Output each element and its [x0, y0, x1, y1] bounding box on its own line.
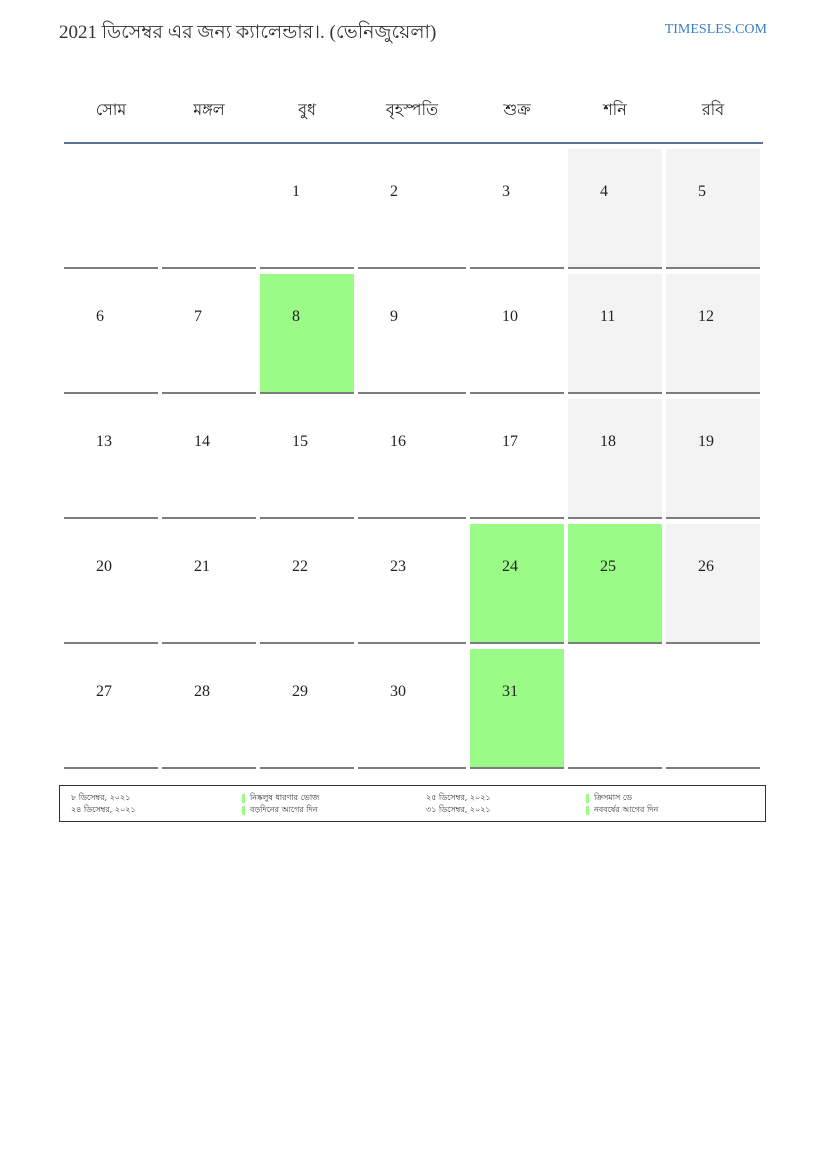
day-cell [358, 274, 466, 394]
day-number: 20 [96, 558, 112, 575]
day-number: 4 [600, 183, 608, 200]
legend-holiday-name: বড়দিনের আগের দিন [250, 805, 318, 814]
weekday-fri: শুক্র [503, 99, 531, 119]
holiday-color-marker [242, 806, 245, 815]
day-number: 7 [194, 308, 202, 325]
day-cell [260, 649, 354, 769]
day-cell-weekend [568, 149, 662, 269]
day-cell [358, 649, 466, 769]
day-number: 23 [390, 558, 406, 575]
day-number: 14 [194, 433, 210, 450]
legend-holiday-name: নববর্ষের আগের দিন [594, 805, 659, 814]
day-number: 1 [292, 183, 300, 200]
holiday-color-marker [242, 794, 245, 803]
week-row [64, 649, 763, 769]
day-number: 17 [502, 433, 518, 450]
week-row [64, 399, 763, 519]
day-cell [162, 399, 256, 519]
day-number: 12 [698, 308, 714, 325]
day-cell-weekend [568, 274, 662, 394]
day-cell [260, 399, 354, 519]
day-cell-holiday [568, 524, 662, 644]
legend-holiday-name: নিষ্কলুষ ধারণার ভোজ [250, 793, 320, 802]
day-number: 13 [96, 433, 112, 450]
day-cell-weekend [666, 149, 760, 269]
day-cell [666, 649, 760, 769]
legend-date: ২৫ ডিসেম্বর, ২০২১ [426, 793, 491, 802]
legend-holiday [242, 792, 319, 803]
weekday-wed: বুধ [298, 99, 316, 119]
day-cell [162, 149, 256, 269]
legend-date: ৩১ ডিসেম্বর, ২০২১ [426, 805, 491, 814]
day-cell [162, 649, 256, 769]
weekday-tue: মঙ্গল [193, 99, 225, 119]
day-number: 15 [292, 433, 308, 450]
legend-holiday [586, 792, 632, 803]
day-number: 26 [698, 558, 714, 575]
day-cell-holiday [470, 524, 564, 644]
day-number: 24 [502, 558, 518, 575]
day-number: 6 [96, 308, 104, 325]
day-cell-holiday [260, 274, 354, 394]
legend-date: ৮ ডিসেম্বর, ২০২১ [71, 793, 131, 802]
day-cell [568, 649, 662, 769]
weekday-sat: শনি [603, 99, 627, 119]
day-cell-weekend [666, 524, 760, 644]
day-number: 8 [292, 308, 300, 325]
day-cell-weekend [666, 274, 760, 394]
day-cell [64, 649, 158, 769]
day-cell [64, 149, 158, 269]
day-number: 16 [390, 433, 406, 450]
day-number: 31 [502, 683, 518, 700]
day-number: 3 [502, 183, 510, 200]
day-number: 29 [292, 683, 308, 700]
page-title: 2021 ডিসেম্বর এর জন্য ক্যালেন্ডার।. (ভেনিজুয়েলা) [59, 22, 437, 43]
day-cell [358, 524, 466, 644]
day-number: 25 [600, 558, 616, 575]
day-number: 2 [390, 183, 398, 200]
weekday-thu: বৃহস্পতি [385, 99, 439, 119]
weekday-sun: রবি [701, 99, 725, 119]
day-number: 11 [600, 308, 616, 325]
day-number: 19 [698, 433, 714, 450]
day-cell [470, 274, 564, 394]
day-cell [64, 274, 158, 394]
day-cell [162, 274, 256, 394]
holiday-color-marker [586, 794, 589, 803]
holiday-color-marker [586, 806, 589, 815]
week-row [64, 149, 763, 269]
weekday-header [64, 78, 763, 144]
day-cell-holiday [470, 649, 564, 769]
day-number: 21 [194, 558, 210, 575]
day-cell [162, 524, 256, 644]
day-cell [358, 149, 466, 269]
day-number: 27 [96, 683, 112, 700]
weekday-mon: সোম [95, 99, 127, 119]
day-number: 30 [390, 683, 406, 700]
brand-link[interactable]: TIMESLES.COM [664, 22, 767, 37]
holiday-legend [59, 785, 766, 822]
week-row [64, 274, 763, 394]
day-cell [64, 524, 158, 644]
legend-holiday [586, 804, 658, 815]
calendar-grid [64, 78, 763, 769]
day-cell [358, 399, 466, 519]
day-number: 28 [194, 683, 210, 700]
day-cell [260, 149, 354, 269]
day-cell-weekend [666, 399, 760, 519]
day-cell [470, 399, 564, 519]
day-cell [64, 399, 158, 519]
day-cell-weekend [568, 399, 662, 519]
week-row [64, 524, 763, 644]
legend-holiday [242, 804, 318, 815]
day-cell [260, 524, 354, 644]
day-number: 10 [502, 308, 518, 325]
day-number: 22 [292, 558, 308, 575]
day-number: 18 [600, 433, 616, 450]
legend-holiday-name: ক্রিসমাস ডে [594, 793, 632, 802]
day-number: 9 [390, 308, 398, 325]
day-cell [470, 149, 564, 269]
legend-date: ২৪ ডিসেম্বর, ২০২১ [71, 805, 136, 814]
day-number: 5 [698, 183, 706, 200]
